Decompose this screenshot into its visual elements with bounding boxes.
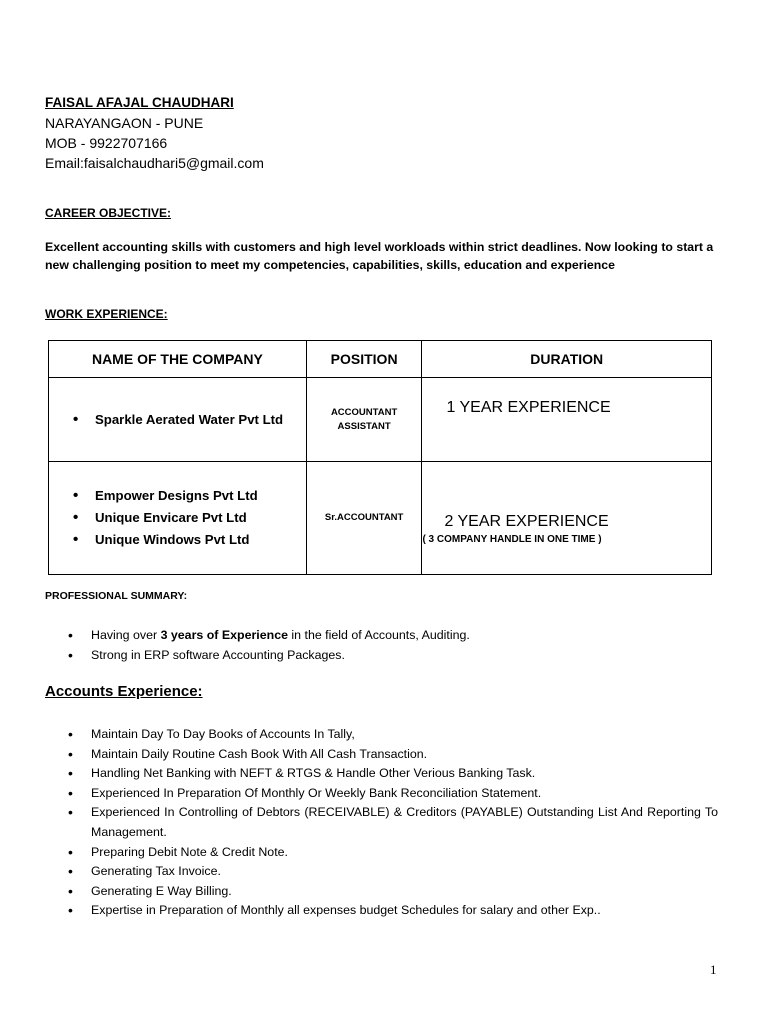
column-header-company: NAME OF THE COMPANY xyxy=(49,341,307,378)
summary-text: Having over xyxy=(91,628,161,642)
list-item: • Experienced In Preparation Of Monthly Or Weekly Bank Reconciliation Statement. xyxy=(68,784,718,804)
candidate-name: FAISAL AFAJAL CHAUDHARI xyxy=(45,95,234,110)
list-item: • Expertise in Preparation of Monthly all expenses budget Schedules for salary and other Exp.. xyxy=(68,901,718,921)
company-cell xyxy=(49,462,307,575)
table-row xyxy=(49,378,712,462)
duration-note: ( 3 COMPANY HANDLE IN ONE TIME ) xyxy=(422,534,602,545)
company-item: • Unique Envicare Pvt Ltd xyxy=(73,507,306,529)
duration-text: 1 YEAR EXPERIENCE xyxy=(446,399,611,416)
position-line: ACCOUNTANT xyxy=(330,406,398,418)
position-cell xyxy=(306,462,422,575)
list-item: • Generating Tax Invoice. xyxy=(68,862,718,882)
company-list xyxy=(49,485,306,551)
candidate-mobile: MOB - 9922707166 xyxy=(45,135,168,151)
table-header-row xyxy=(49,341,712,378)
duration-text: 2 YEAR EXPERIENCE xyxy=(444,513,609,530)
list-item: • Maintain Day To Day Books of Accounts In Tally, xyxy=(68,725,718,745)
list-item: • Generating E Way Billing. xyxy=(68,882,718,902)
candidate-email: Email:faisalchaudhari5@gmail.com xyxy=(45,155,264,171)
page-number: 1 xyxy=(710,962,717,977)
professional-summary-list xyxy=(68,626,718,665)
position-line: ASSISTANT xyxy=(337,420,391,432)
company-list xyxy=(49,409,306,431)
summary-highlight: 3 years of Experience xyxy=(160,628,288,642)
summary-text: in the field of Accounts, Auditing. xyxy=(287,628,470,642)
career-objective-heading: CAREER OBJECTIVE: xyxy=(45,206,172,220)
company-item: • Unique Windows Pvt Ltd xyxy=(73,529,306,551)
list-item: • Experienced In Controlling of Debtors (RECEIVABLE) & Creditors (PAYABLE) Outstanding List And Reporting To Management. xyxy=(68,803,718,842)
position-cell xyxy=(306,378,422,462)
accounts-experience-list xyxy=(68,725,718,921)
professional-summary-heading: PROFESSIONAL SUMMARY: xyxy=(45,590,188,602)
duration-cell xyxy=(422,378,712,462)
company-item: • Empower Designs Pvt Ltd xyxy=(73,485,306,507)
duration-cell xyxy=(422,462,712,575)
work-experience-heading: WORK EXPERIENCE: xyxy=(45,307,168,321)
candidate-location: NARAYANGAON - PUNE xyxy=(45,115,204,131)
position-line: Sr.ACCOUNTANT xyxy=(324,512,404,523)
list-item: • Strong in ERP software Accounting Packages. xyxy=(68,646,718,666)
list-item xyxy=(68,626,718,646)
career-objective-text: Excellent accounting skills with customers and high level workloads within strict deadlines. Now looking to start a new challenging position to meet my competencies, capabilities, skills, education and experience xyxy=(45,240,714,272)
list-item: • Handling Net Banking with NEFT & RTGS & Handle Other Verious Banking Task. xyxy=(68,764,718,784)
list-item: • Preparing Debit Note & Credit Note. xyxy=(68,843,718,863)
column-header-position: POSITION xyxy=(306,341,422,378)
company-item: • Sparkle Aerated Water Pvt Ltd xyxy=(73,409,306,431)
company-cell xyxy=(49,378,307,462)
column-header-duration: DURATION xyxy=(422,341,712,378)
list-item: • Maintain Daily Routine Cash Book With All Cash Transaction. xyxy=(68,745,718,765)
table-row xyxy=(49,462,712,575)
work-experience-table xyxy=(48,340,712,575)
accounts-experience-heading: Accounts Experience: xyxy=(45,683,203,700)
